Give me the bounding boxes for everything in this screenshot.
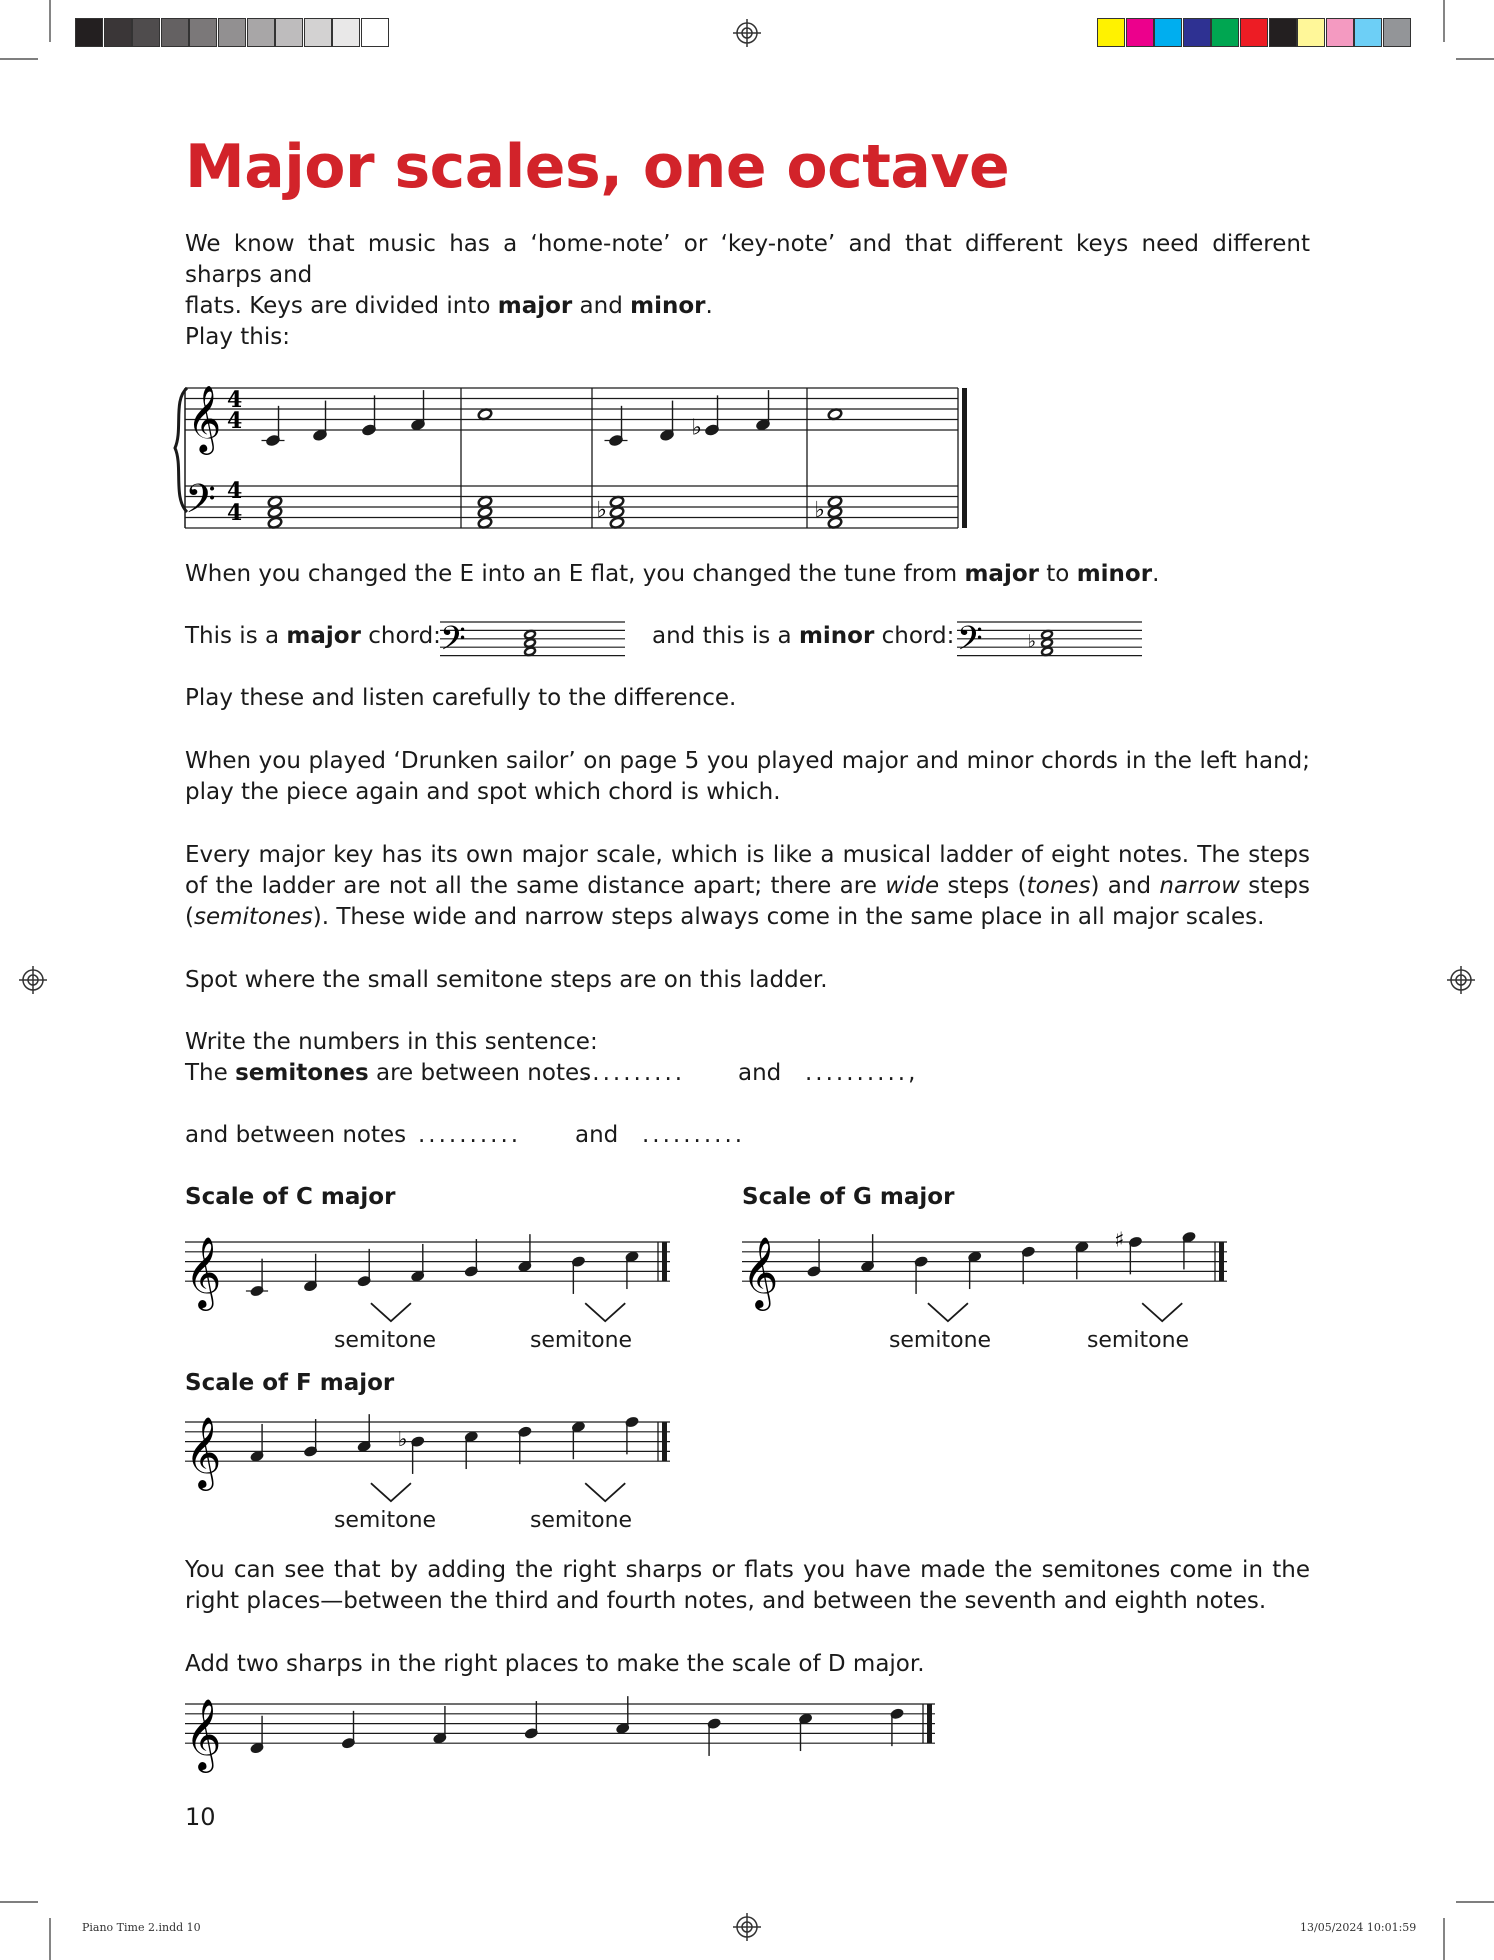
changed-sentence: [185, 559, 1159, 590]
intro-major-bold: major: [497, 293, 573, 319]
note-head: [827, 506, 842, 519]
semitone-label: semitone: [529, 1328, 633, 1353]
flat-icon: ♭: [397, 1427, 408, 1452]
spot-sentence: Spot where the small semitone steps are on this ladder.: [185, 967, 828, 993]
intro-and: and: [572, 293, 631, 319]
final-barline: [662, 1422, 667, 1461]
you-can-see-paragraph: You can see that by adding the right sharps or flats you have made the semitones come in the right places—between the third and fourth notes, and between the seventh and eighth notes.: [185, 1557, 1310, 1614]
page-number: 10: [185, 1803, 216, 1831]
intro-paragraph: [185, 229, 1310, 322]
final-barline: [662, 1242, 667, 1281]
time-signature-top-treble: 4: [227, 387, 243, 413]
ladder-paragraph: [185, 840, 1310, 933]
ladder-text-3: ) and: [1090, 873, 1160, 899]
intro-line-1: We know that music has a ‘home-note’ or ‘key-note’ and that different keys need different sharps and: [185, 231, 1310, 288]
time-signature-bottom-bass: 4: [227, 500, 243, 526]
scale-d-major-exercise-staff[interactable]: [185, 1690, 945, 1780]
s1-prefix: The: [185, 1060, 236, 1086]
write-instruction: Write the numbers in this sentence:: [185, 1029, 598, 1055]
ladder-text-5: ). These wide and narrow steps always come in the same place in all major scales.: [312, 904, 1265, 930]
scale-f-major-staff: [185, 1408, 675, 1488]
note-head: [524, 630, 536, 640]
slug-file-info: Piano Time 2.indd 10: [82, 1921, 201, 1934]
s1-semitones-bold: semitones: [235, 1060, 369, 1086]
note-head: [267, 516, 282, 529]
semitone-label: semitone: [529, 1508, 633, 1533]
changed-minor-bold: minor: [1076, 561, 1153, 587]
s2-and: and: [575, 1122, 619, 1148]
grand-staff-exercise: [165, 380, 965, 530]
intro-period: .: [705, 293, 713, 319]
changed-major-bold: major: [964, 561, 1039, 587]
minor-chord-staff: [957, 614, 1142, 664]
scale-f-major-title: Scale of F major: [185, 1370, 395, 1396]
note-head: [609, 516, 624, 529]
intro-minor-bold: minor: [630, 293, 706, 319]
treble-clef-icon: 𝄞: [742, 1235, 779, 1308]
major-chord-bold: major: [286, 623, 361, 649]
semitone-sentence-2: and between notes: [185, 1122, 407, 1148]
semitone-label: semitone: [333, 1508, 437, 1533]
flat-icon: ♭: [1027, 631, 1037, 652]
bass-clef-icon: 𝄢: [185, 476, 216, 532]
scale-g-major-staff: [742, 1228, 1232, 1308]
flat-icon: ♭: [691, 415, 702, 441]
ladder-narrow: narrow: [1159, 873, 1240, 899]
note-head: [477, 516, 492, 529]
ladder-wide: wide: [885, 873, 940, 899]
ladder-tones: tones: [1026, 873, 1091, 899]
answer-blank-4[interactable]: ..........: [642, 1122, 746, 1148]
semitone-sentence-1: [185, 1058, 591, 1089]
ladder-text-1: Every major key has its own major scale, which is like a musical ladder of eight notes. The steps of the ladder are not all the same distance apart; there are: [185, 842, 1310, 899]
note-head: [827, 516, 842, 529]
slug-timestamp: 13/05/2024 10:01:59: [1300, 1921, 1417, 1934]
answer-blank-2[interactable]: ..........,: [805, 1060, 919, 1086]
note-head: [1041, 630, 1053, 640]
changed-period: .: [1152, 561, 1160, 587]
final-barline: [927, 1704, 932, 1743]
bass-clef-icon: 𝄢: [440, 620, 466, 666]
major-chord-suffix: chord:: [360, 623, 441, 649]
answer-blank-3[interactable]: ..........: [418, 1122, 522, 1148]
drunken-sailor-paragraph: When you played ‘Drunken sailor’ on page 5 you played major and minor chords in the left hand; play the piece again and spot which chord is which.: [185, 748, 1310, 805]
page-title: Major scales, one octave: [185, 132, 1010, 202]
treble-clef-icon: 𝄞: [185, 1697, 222, 1770]
flat-icon: ♭: [814, 497, 825, 523]
final-barline: [962, 388, 967, 528]
note-head: [477, 408, 492, 421]
note-head: [609, 506, 624, 519]
sharp-icon: ♯: [1114, 1227, 1125, 1252]
add-sharps-instruction: Add two sharps in the right places to make the scale of D major.: [185, 1651, 925, 1677]
ladder-semitones: semitones: [193, 904, 313, 930]
note-head: [827, 408, 842, 421]
bass-clef-icon: 𝄢: [957, 620, 983, 666]
note-head: [609, 495, 624, 508]
ladder-text-2: steps (: [939, 873, 1027, 899]
listen-sentence: Play these and listen carefully to the difference.: [185, 685, 737, 711]
semitone-label: semitone: [888, 1328, 992, 1353]
time-signature-top-bass: 4: [227, 478, 243, 504]
time-signature-bottom-treble: 4: [227, 408, 243, 434]
treble-clef-icon: 𝄞: [185, 1235, 222, 1308]
semitone-label: semitone: [1086, 1328, 1190, 1353]
note-head: [267, 495, 282, 508]
minor-chord-label: [652, 621, 954, 652]
semitone-label: semitone: [333, 1328, 437, 1353]
minor-chord-bold: minor: [798, 623, 875, 649]
minor-chord-prefix: and this is a: [652, 623, 799, 649]
treble-clef-icon: 𝄞: [185, 1415, 222, 1488]
note-head: [477, 495, 492, 508]
major-chord-staff: [440, 614, 625, 664]
note-head: [477, 506, 492, 519]
major-chord-label: [185, 621, 441, 652]
changed-to: to: [1038, 561, 1077, 587]
treble-clef-icon: 𝄞: [187, 384, 222, 452]
scale-c-major-staff: [185, 1228, 675, 1308]
note-head: [267, 506, 282, 519]
minor-chord-suffix: chord:: [874, 623, 955, 649]
note-head: [827, 495, 842, 508]
changed-prefix: When you changed the E into an E flat, you changed the tune from: [185, 561, 965, 587]
scale-c-major-title: Scale of C major: [185, 1184, 396, 1210]
flat-icon: ♭: [596, 497, 607, 523]
s1-mid: are between notes: [368, 1060, 592, 1086]
scale-g-major-title: Scale of G major: [742, 1184, 955, 1210]
ladder-text-4: steps (: [185, 873, 1310, 930]
final-barline: [1219, 1242, 1224, 1281]
answer-blank-1[interactable]: ..........: [582, 1060, 686, 1086]
s1-and: and: [738, 1060, 782, 1086]
major-chord-prefix: This is a: [185, 623, 287, 649]
play-this-label: Play this:: [185, 324, 290, 350]
intro-line-2: flats. Keys are divided into: [185, 293, 498, 319]
